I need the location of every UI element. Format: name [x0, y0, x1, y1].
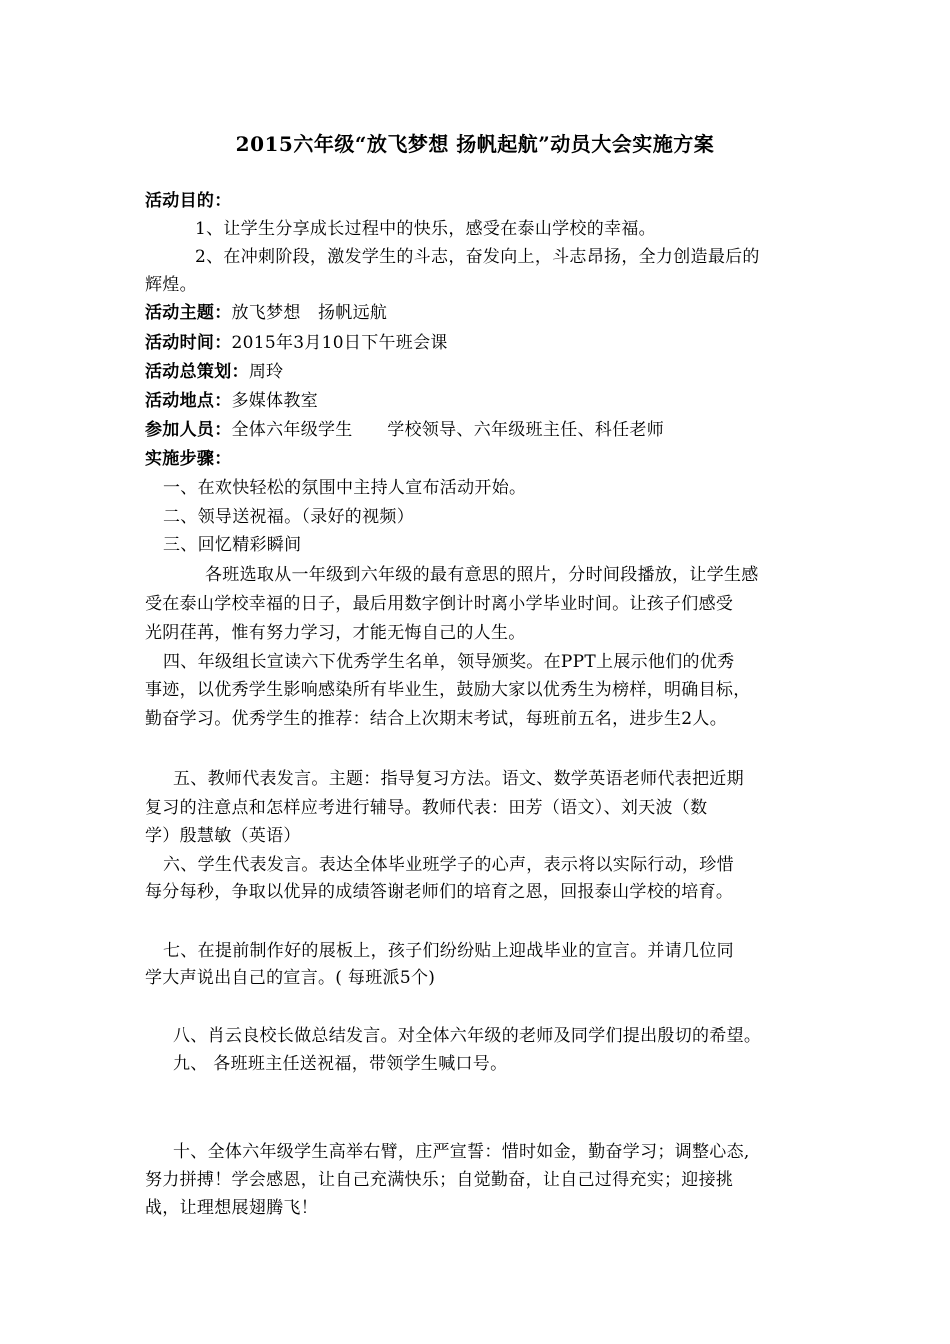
document-title: 2015六年级“放飞梦想 扬帆起航”动员大会实施方案 [235, 132, 715, 156]
step-5-cont: 复习的注意点和怎样应考进行辅导。教师代表：田芳（语文）、刘天波（数 [145, 798, 708, 818]
step-5-cont: 学）殷慧敏（英语） [145, 826, 301, 846]
theme-line [145, 301, 387, 325]
place-value: 多媒体教室 [231, 391, 318, 411]
step-6-cont: 每分每秒，争取以优异的成绩答谢老师们的培育之恩，回报泰山学校的培育。 [145, 882, 734, 902]
step-3: 三、回忆精彩瞬间 [163, 535, 302, 555]
step-4-cont: 事迹，以优秀学生影响感染所有毕业生，鼓励大家以优秀生为榜样，明确目标， [145, 680, 751, 700]
time-label: 活动时间： [145, 333, 232, 353]
purpose-item-2-cont: 辉煌。 [145, 275, 197, 295]
purpose-item-2: 2、在冲刺阶段，激发学生的斗志，奋发向上，斗志昂扬，全力创造最后的 [195, 247, 760, 267]
place-label: 活动地点： [145, 391, 232, 411]
step-4-cont: 勤奋学习。优秀学生的推荐：结合上次期末考试，每班前五名，进步生2人。 [145, 709, 728, 729]
step-7-cont: 学大声说出自己的宣言。( 每班派5个) [145, 968, 436, 988]
people-line [145, 418, 664, 442]
step-3-paragraph-cont: 光阴荏苒，惟有努力学习，才能无悔自己的人生。 [145, 623, 526, 643]
purpose-item-1: 1、让学生分享成长过程中的快乐，感受在泰山学校的幸福。 [195, 219, 656, 239]
step-8: 八、肖云良校长做总结发言。对全体六年级的老师及同学们提出殷切的希望。 [173, 1026, 762, 1046]
people-value: 全体六年级学生 学校领导、六年级班主任、科任老师 [231, 420, 664, 440]
time-value: 2015年3月10日下午班会课 [231, 333, 448, 353]
theme-value: 放飞梦想 扬帆远航 [231, 303, 388, 323]
people-label: 参加人员： [145, 420, 232, 440]
planner-value: 周玲 [248, 362, 284, 382]
planner-line [145, 360, 283, 384]
step-1: 一、在欢快轻松的氛围中主持人宣布活动开始。 [163, 478, 527, 498]
step-10-cont: 努力拼搏！学会感恩，让自己充满快乐；自觉勤奋，让自己过得充实；迎接挑 [145, 1170, 734, 1190]
planner-label: 活动总策划： [145, 362, 249, 382]
step-6: 六、学生代表发言。表达全体毕业班学子的心声，表示将以实际行动，珍惜 [163, 855, 734, 875]
step-2: 二、领导送祝福。（录好的视频） [163, 507, 414, 527]
place-line [145, 389, 318, 413]
step-10: 十、全体六年级学生高举右臂，庄严宣誓：惜时如金，勤奋学习；调整心态, [173, 1142, 750, 1162]
step-5: 五、教师代表发言。主题：指导复习方法。语文、数学英语老师代表把近期 [173, 769, 744, 789]
step-4: 四、年级组长宣读六下优秀学生名单，领导颁奖。在PPT上展示他们的优秀 [163, 652, 735, 672]
theme-label: 活动主题： [145, 303, 232, 323]
step-9: 九、 各班班主任送祝福，带领学生喊口号。 [173, 1054, 508, 1074]
step-3-paragraph-cont: 受在泰山学校幸福的日子，最后用数字倒计时离小学毕业时间。让孩子们感受 [145, 594, 734, 614]
step-3-paragraph: 各班选取从一年级到六年级的最有意思的照片，分时间段播放，让学生感 [205, 565, 759, 585]
purpose-heading: 活动目的： [145, 191, 232, 211]
step-7: 七、在提前制作好的展板上，孩子们纷纷贴上迎战毕业的宣言。并请几位同 [163, 941, 734, 961]
step-10-cont: 战，让理想展翅腾飞！ [145, 1198, 318, 1218]
steps-heading: 实施步骤： [145, 449, 232, 469]
time-line [145, 331, 448, 355]
